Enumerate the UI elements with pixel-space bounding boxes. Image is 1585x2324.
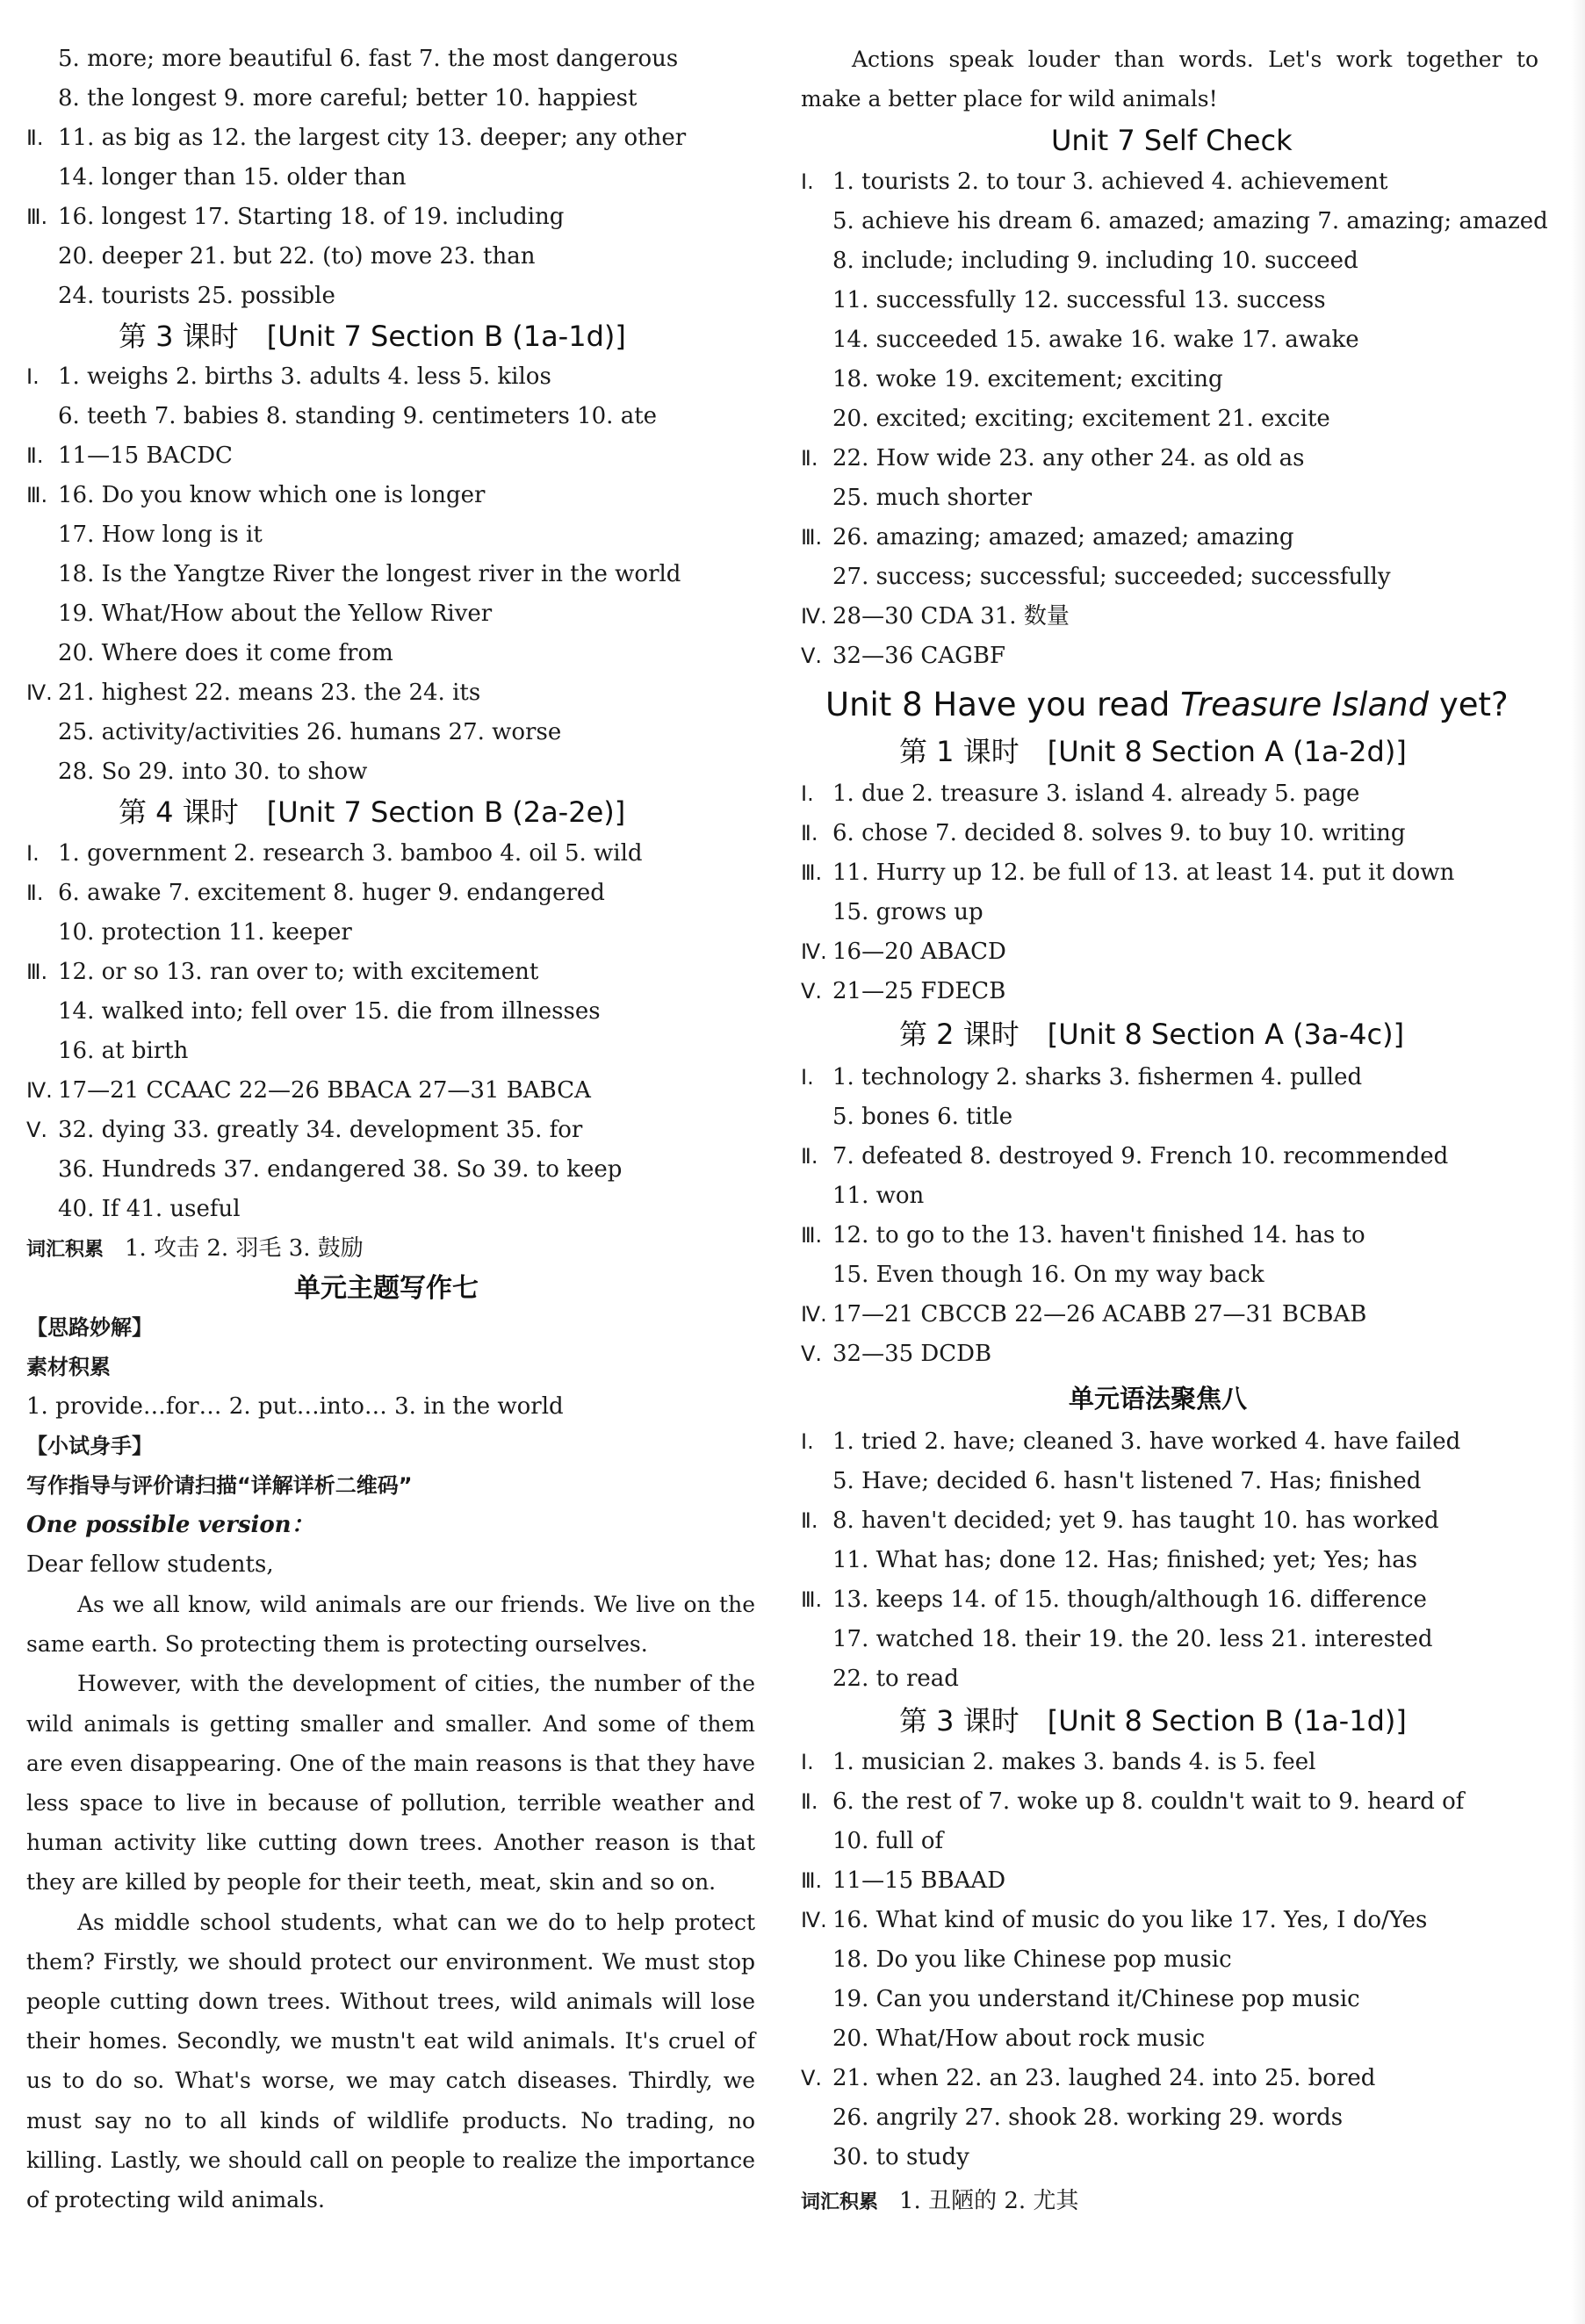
unit8-title: Unit 8 Have you read Treasure Island yet? <box>825 686 1509 723</box>
answer-line: 15. grows up <box>832 899 983 925</box>
section-i: Ⅰ. 1. tourists 2. to tour 3. achieved 4. achievement <box>801 169 1388 195</box>
answer-line: 16. at birth <box>58 1038 189 1064</box>
section-iv: Ⅳ. 28—30 CDA 31. 数量 <box>801 603 1070 630</box>
lesson-title: 第 2 课时 [Unit 8 Section A (3a-4c)] <box>899 1018 1405 1051</box>
answer-line: 25. much shorter <box>832 485 1033 511</box>
essay-paragraph: Actions speak louder than words. Let's work together to make a better place for wild animals! <box>801 47 1538 112</box>
section-ii: Ⅱ. 6. chose 7. decided 8. solves 9. to buy 10. writing <box>801 820 1406 846</box>
answer-line: 24. tourists 25. possible <box>58 283 335 309</box>
answer-line: 11. What has; done 12. Has; finished; yet; Yes; has <box>832 1547 1418 1573</box>
section-i: Ⅰ. 1. due 2. treasure 3. island 4. already 5. page <box>801 781 1360 807</box>
vocab-line: 词汇积累 1. 攻击 2. 羽毛 3. 鼓励 <box>26 1235 364 1262</box>
section-i: Ⅰ. 1. tried 2. have; cleaned 3. have worked 4. have failed <box>801 1428 1461 1455</box>
answer-line: 5. achieve his dream 6. amazed; amazing 7. amazing; amazed <box>832 208 1548 234</box>
answer-line: 18. woke 19. excitement; exciting <box>832 366 1223 392</box>
answer-line: 20. Where does it come from <box>58 640 393 666</box>
section-iv: Ⅳ. 16—20 ABACD <box>801 939 1006 965</box>
section-i: Ⅰ. 1. weighs 2. births 3. adults 4. less 5. kilos <box>26 363 551 390</box>
section-v: Ⅴ. 32—35 DCDB <box>801 1341 992 1367</box>
section-iii: Ⅲ. 12. or so 13. ran over to; with excitement <box>26 959 539 985</box>
section-i: Ⅰ. 1. government 2. research 3. bamboo 4. oil 5. wild <box>26 840 643 867</box>
section-ii: Ⅱ. 6. awake 7. excitement 8. huger 9. endangered <box>26 880 605 906</box>
label-practice: 【小试身手】 <box>26 1434 153 1458</box>
page-edge-shadow <box>1571 0 1585 2324</box>
section-iv: Ⅳ. 17—21 CCAAC 22—26 BBACA 27—31 BABCA <box>26 1077 591 1104</box>
lesson-title: 第 1 课时 [Unit 8 Section A (1a-2d)] <box>899 735 1407 768</box>
section-v: Ⅴ. 21. when 22. an 23. laughed 24. into 25. bored <box>801 2065 1376 2091</box>
section-iii: Ⅲ. 16. Do you know which one is longer <box>26 482 486 508</box>
label-material: 素材积累 <box>26 1355 111 1379</box>
section-ii: Ⅱ. 8. haven't decided; yet 9. has taught 10. has worked <box>801 1507 1439 1534</box>
section-ii: Ⅱ. 22. How wide 23. any other 24. as old as <box>801 445 1305 471</box>
essay-body <box>26 1585 755 2220</box>
answer-line: 19. Can you understand it/Chinese pop music <box>832 1986 1360 2012</box>
section-ii: Ⅱ. 11. as big as 12. the largest city 13. deeper; any other <box>26 125 687 151</box>
answer-line: 26. angrily 27. shook 28. working 29. words <box>832 2105 1344 2131</box>
label-thinking: 【思路妙解】 <box>26 1315 153 1340</box>
answer-line: 8. include; including 9. including 10. succeed <box>832 248 1358 274</box>
answer-line: 6. teeth 7. babies 8. standing 9. centimeters 10. ate <box>58 403 658 429</box>
section-iv: Ⅳ. 21. highest 22. means 23. the 24. its <box>26 680 481 706</box>
answer-line: 22. to read <box>832 1666 959 1692</box>
section-i: Ⅰ. 1. musician 2. makes 3. bands 4. is 5. feel <box>801 1749 1316 1775</box>
answer-line: 18. Do you like Chinese pop music <box>832 1946 1232 1973</box>
writing-guide: 写作指导与评价请扫描“详解详析二维码” <box>26 1473 413 1498</box>
answer-line: 5. more; more beautiful 6. fast 7. the most dangerous <box>58 46 679 72</box>
greeting: Dear fellow students, <box>26 1551 274 1578</box>
answer-line: 40. If 41. useful <box>58 1196 241 1222</box>
grammar-title: 单元语法聚焦八 <box>1069 1384 1248 1414</box>
section-ii: Ⅱ. 7. defeated 8. destroyed 9. French 10. recommended <box>801 1143 1449 1169</box>
lesson-title: 第 3 课时 [Unit 8 Section B (1a-1d)] <box>899 1704 1407 1738</box>
lesson-title: 第 4 课时 [Unit 7 Section B (2a-2e)] <box>119 795 626 829</box>
answer-line: 8. the longest 9. more careful; better 10. happiest <box>58 85 638 112</box>
answer-line: 15. Even though 16. On my way back <box>832 1262 1264 1288</box>
writing-title: 单元主题写作七 <box>294 1273 479 1304</box>
answer-line: 11. successfully 12. successful 13. success <box>832 287 1326 313</box>
essay-paragraph: As middle school students, what can we do to help protect them? Firstly, we should protect our environment. We must stop people cutting down trees. Without trees, wild animals will lose their homes. Secondly, we mustn't eat wild animals. It's cruel of us to do so. What's worse, we may catch diseases. Thirdly, we must say no to all kinds of wildlife products. No trading, no killing. Lastly, we should call on people to realize the importance of protecting wild animals. <box>26 1909 755 2213</box>
section-iii: Ⅲ. 12. to go to the 13. haven't finished 14. has to <box>801 1222 1365 1248</box>
section-v: Ⅴ. 32. dying 33. greatly 34. development 35. for <box>26 1117 583 1143</box>
answer-line: 5. Have; decided 6. hasn't listened 7. Has; finished <box>832 1468 1422 1494</box>
section-ii: Ⅱ. 11—15 BACDC <box>26 442 233 469</box>
answer-line: 20. deeper 21. but 22. (to) move 23. than <box>58 243 536 270</box>
answer-line: 10. protection 11. keeper <box>58 919 352 946</box>
answer-line: 10. full of <box>832 1828 944 1854</box>
answer-line: 18. Is the Yangtze River the longest river in the world <box>58 561 681 587</box>
section-v: Ⅴ. 32—36 CAGBF <box>801 643 1006 669</box>
section-iv: Ⅳ. 16. What kind of music do you like 17. Yes, I do/Yes <box>801 1907 1428 1933</box>
vocab-line: 词汇积累 1. 丑陋的 2. 尤其 <box>801 2188 1079 2214</box>
vocab-label: 词汇积累 <box>26 1239 104 1261</box>
answer-line: 17. watched 18. their 19. the 20. less 21. interested <box>832 1626 1433 1652</box>
possible-version: One possible version： <box>26 1512 314 1538</box>
answer-line: 25. activity/activities 26. humans 27. worse <box>58 719 562 745</box>
material-line: 1. provide…for… 2. put…into… 3. in the world <box>26 1393 564 1420</box>
answer-line: 5. bones 6. title <box>832 1104 1013 1130</box>
answer-line: 27. success; successful; succeeded; successfully <box>832 564 1391 590</box>
answer-line: 14. longer than 15. older than <box>58 164 407 191</box>
answer-line: 20. excited; exciting; excitement 21. excite <box>832 406 1330 432</box>
vocab-label: 词汇积累 <box>801 2191 879 2213</box>
section-iii: Ⅲ. 11. Hurry up 12. be full of 13. at least 14. put it down <box>801 860 1455 886</box>
answer-line: 11. won <box>832 1183 925 1209</box>
answer-line: 14. walked into; fell over 15. die from illnesses <box>58 998 601 1025</box>
section-iii: Ⅲ. 11—15 BBAAD <box>801 1867 1006 1894</box>
essay-paragraph: As we all know, wild animals are our friends. We live on the same earth. So protecting them is protecting ourselves. <box>26 1592 755 1658</box>
answer-line: 20. What/How about rock music <box>832 2025 1206 2052</box>
answer-line: 30. to study <box>832 2144 969 2170</box>
essay-paragraph: However, with the development of cities, the number of the wild animals is getting smaller and smaller. And some of them are even disappearing. One of the main reasons is that they have less space to live in because of pollution, terrible weather and human activity like cutting down trees. Another reason is that they are killed by people for their teeth, meat, skin and so on. <box>26 1671 755 1896</box>
section-iv: Ⅳ. 17—21 CBCCB 22—26 ACABB 27—31 BCBAB <box>801 1301 1367 1327</box>
section-v: Ⅴ. 21—25 FDECB <box>801 978 1006 1004</box>
answer-line: 19. What/How about the Yellow River <box>58 601 493 627</box>
section-iii: Ⅲ. 13. keeps 14. of 15. though/although 16. difference <box>801 1587 1427 1613</box>
selfcheck-title: Unit 7 Self Check <box>1051 124 1293 157</box>
answer-line: 28. So 29. into 30. to show <box>58 759 368 785</box>
answer-line: 17. How long is it <box>58 522 263 548</box>
answer-line: 36. Hundreds 37. endangered 38. So 39. to keep <box>58 1156 623 1183</box>
lesson-title: 第 3 课时 [Unit 7 Section B (1a-1d)] <box>119 320 626 353</box>
section-i: Ⅰ. 1. technology 2. sharks 3. fishermen 4. pulled <box>801 1064 1363 1090</box>
essay-ending <box>801 40 1538 119</box>
section-ii: Ⅱ. 6. the rest of 7. woke up 8. couldn't wait to 9. heard of <box>801 1788 1465 1815</box>
section-iii: Ⅲ. 26. amazing; amazed; amazed; amazing <box>801 524 1294 550</box>
answer-line: 14. succeeded 15. awake 16. wake 17. awake <box>832 327 1359 353</box>
section-iii: Ⅲ. 16. longest 17. Starting 18. of 19. including <box>26 204 565 230</box>
